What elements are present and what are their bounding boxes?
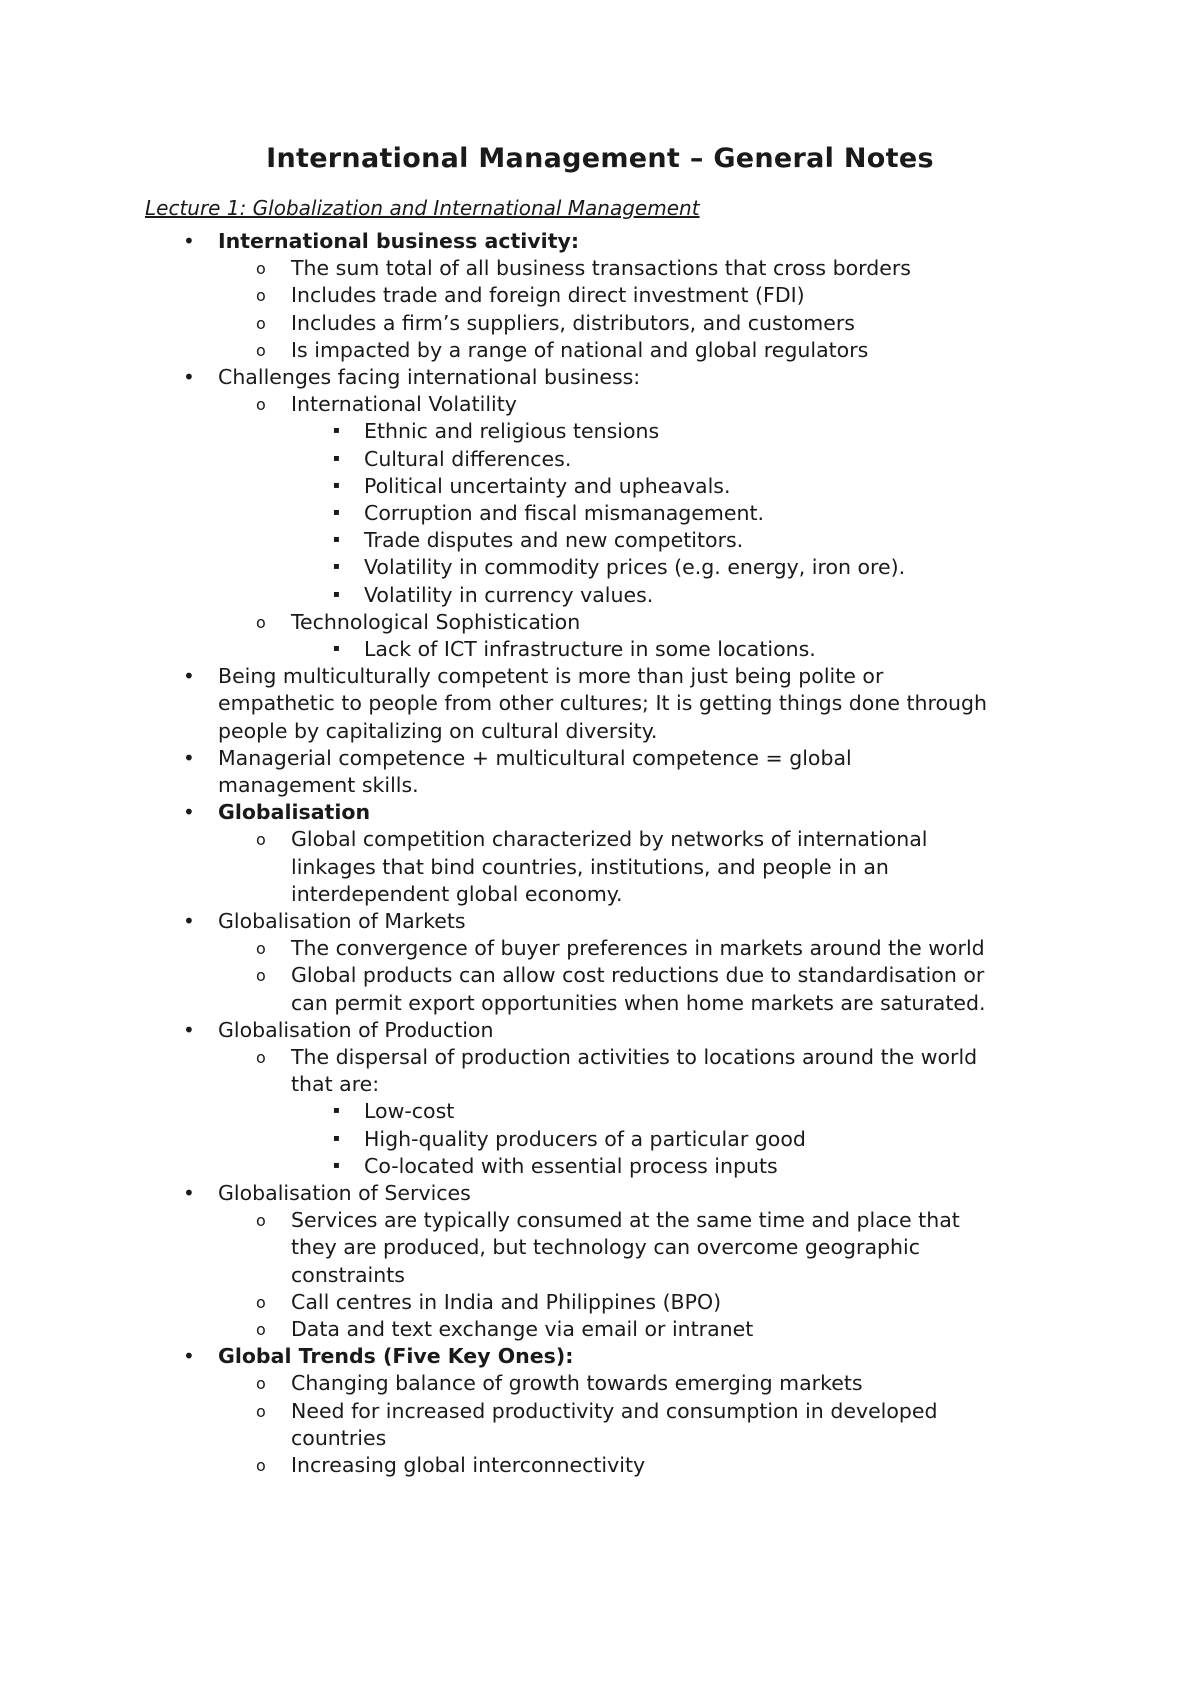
list-item-text: empathetic to people from other cultures; It is getting things done through — [218, 691, 988, 716]
list-bullet-level-3: ▪ — [333, 1132, 340, 1144]
list-bullet-level-2: o — [256, 259, 266, 279]
list-item-text: Need for increased productivity and consumption in developed — [291, 1398, 938, 1423]
list-item-text: they are produced, but technology can overcome geographic — [291, 1235, 920, 1260]
list-item-text: Global competition characterized by networks of international — [291, 827, 928, 852]
list-item-text: Globalisation of Production — [218, 1017, 494, 1042]
list-item-text: Lack of ICT infrastructure in some locations. — [364, 637, 816, 661]
list-bullet-level-3: ▪ — [333, 1105, 340, 1117]
list-item-text: people by capitalizing on cultural diversity. — [218, 718, 658, 743]
list-bullet-level-3: ▪ — [333, 479, 340, 491]
list-bullet-level-1: • — [183, 745, 195, 770]
list-item-text: Changing balance of growth towards emerging markets — [291, 1371, 863, 1396]
list-item-text: Globalisation of Services — [218, 1181, 471, 1205]
list-bullet-level-2: o — [256, 1048, 266, 1067]
list-bullet-level-2: o — [256, 830, 266, 850]
list-bullet-level-2: o — [256, 1456, 266, 1475]
list-item-text: Technological Sophistication — [291, 609, 581, 634]
list-bullet-level-2: o — [256, 1211, 266, 1231]
list-item-text: linkages that bind countries, institutions, and people in an — [291, 854, 889, 879]
list-bullet-level-1: • — [183, 800, 195, 825]
list-item-text: Includes a firm’s suppliers, distributors, and customers — [291, 310, 855, 335]
list-item-text: Global Trends (Five Key Ones): — [218, 1344, 574, 1369]
list-item-text: management skills. — [218, 773, 419, 797]
list-bullet-level-3: ▪ — [333, 534, 340, 546]
list-bullet-level-2: o — [256, 395, 266, 415]
list-item-text: countries — [291, 1425, 387, 1450]
list-item-text: Ethnic and religious tensions — [364, 419, 660, 444]
list-bullet-level-3: ▪ — [333, 507, 340, 518]
list-item-text: Globalisation — [218, 800, 371, 825]
list-item-text: constraints — [291, 1262, 405, 1287]
list-bullet-level-2: o — [256, 313, 266, 333]
list-bullet-level-2: o — [256, 1374, 266, 1394]
list-bullet-level-1: • — [183, 664, 195, 689]
list-bullet-level-3: ▪ — [333, 643, 340, 654]
list-item-text: Increasing global interconnectivity — [291, 1453, 646, 1477]
list-item-text: Data and text exchange via email or intranet — [291, 1317, 754, 1341]
list-bullet-level-2: o — [256, 1401, 266, 1421]
list-item-text: Political uncertainty and upheavals. — [364, 473, 731, 498]
list-bullet-level-2: o — [256, 939, 266, 959]
list-bullet-level-2: o — [256, 1320, 266, 1339]
list-item-text: Low-cost — [364, 1099, 455, 1124]
list-item-text: that are: — [291, 1072, 380, 1097]
list-item-text: High-quality producers of a particular good — [364, 1126, 806, 1151]
list-bullet-level-1: • — [183, 909, 195, 933]
list-item-text: Global products can allow cost reductions due to standardisation or — [291, 963, 985, 988]
list-item-text: Is impacted by a range of national and global regulators — [291, 337, 869, 362]
document-title: International Management – General Notes — [266, 143, 934, 174]
list-item-text: Services are typically consumed at the same time and place that — [291, 1208, 960, 1233]
list-item-text: interdependent global economy. — [291, 881, 623, 906]
list-item-text: The dispersal of production activities to locations around the world — [291, 1045, 978, 1069]
list-item-text: Challenges facing international business: — [218, 365, 641, 389]
list-item-text: Corruption and fiscal mismanagement. — [364, 501, 765, 525]
list-bullet-level-1: • — [183, 1181, 195, 1205]
list-bullet-level-3: ▪ — [333, 561, 340, 573]
list-item-text: International Volatility — [291, 392, 517, 417]
list-item-text: International business activity: — [218, 229, 580, 253]
list-item-text: can permit export opportunities when home markets are saturated. — [291, 990, 986, 1015]
list-bullet-level-3: ▪ — [333, 452, 340, 464]
list-item-text: Includes trade and foreign direct investment (FDI) — [291, 283, 805, 308]
list-item-text: Co-located with essential process inputs — [364, 1153, 778, 1178]
list-item-text: Trade disputes and new competitors. — [364, 528, 744, 553]
list-item-text: Volatility in commodity prices (e.g. energy, iron ore). — [364, 555, 906, 580]
list-item-text: Being multiculturally competent is more than just being polite or — [218, 664, 884, 689]
list-bullet-level-3: ▪ — [333, 1159, 340, 1171]
list-bullet-level-3: ▪ — [333, 588, 340, 600]
list-bullet-level-2: o — [256, 612, 266, 632]
list-bullet-level-2: o — [256, 966, 266, 986]
list-item-text: Volatility in currency values. — [364, 582, 654, 607]
list-bullet-level-1: • — [183, 365, 195, 389]
list-bullet-level-1: • — [183, 229, 195, 253]
list-item-text: Cultural differences. — [364, 446, 572, 471]
list-item-text: Call centres in India and Philippines (BPO) — [291, 1289, 722, 1314]
list-bullet-level-2: o — [256, 340, 266, 360]
list-bullet-level-2: o — [256, 286, 266, 306]
lecture-heading: Lecture 1: Globalization and International Management — [145, 196, 700, 220]
list-item-text: Globalisation of Markets — [218, 909, 466, 933]
list-bullet-level-3: ▪ — [333, 425, 340, 437]
list-item-text: The convergence of buyer preferences in markets around the world — [291, 936, 985, 961]
list-bullet-level-1: • — [183, 1344, 195, 1369]
list-bullet-level-2: o — [256, 1292, 266, 1312]
list-item-text: Managerial competence + multicultural competence = global — [218, 745, 852, 770]
list-bullet-level-1: • — [183, 1017, 195, 1042]
list-item-text: The sum total of all business transactions that cross borders — [291, 256, 911, 281]
